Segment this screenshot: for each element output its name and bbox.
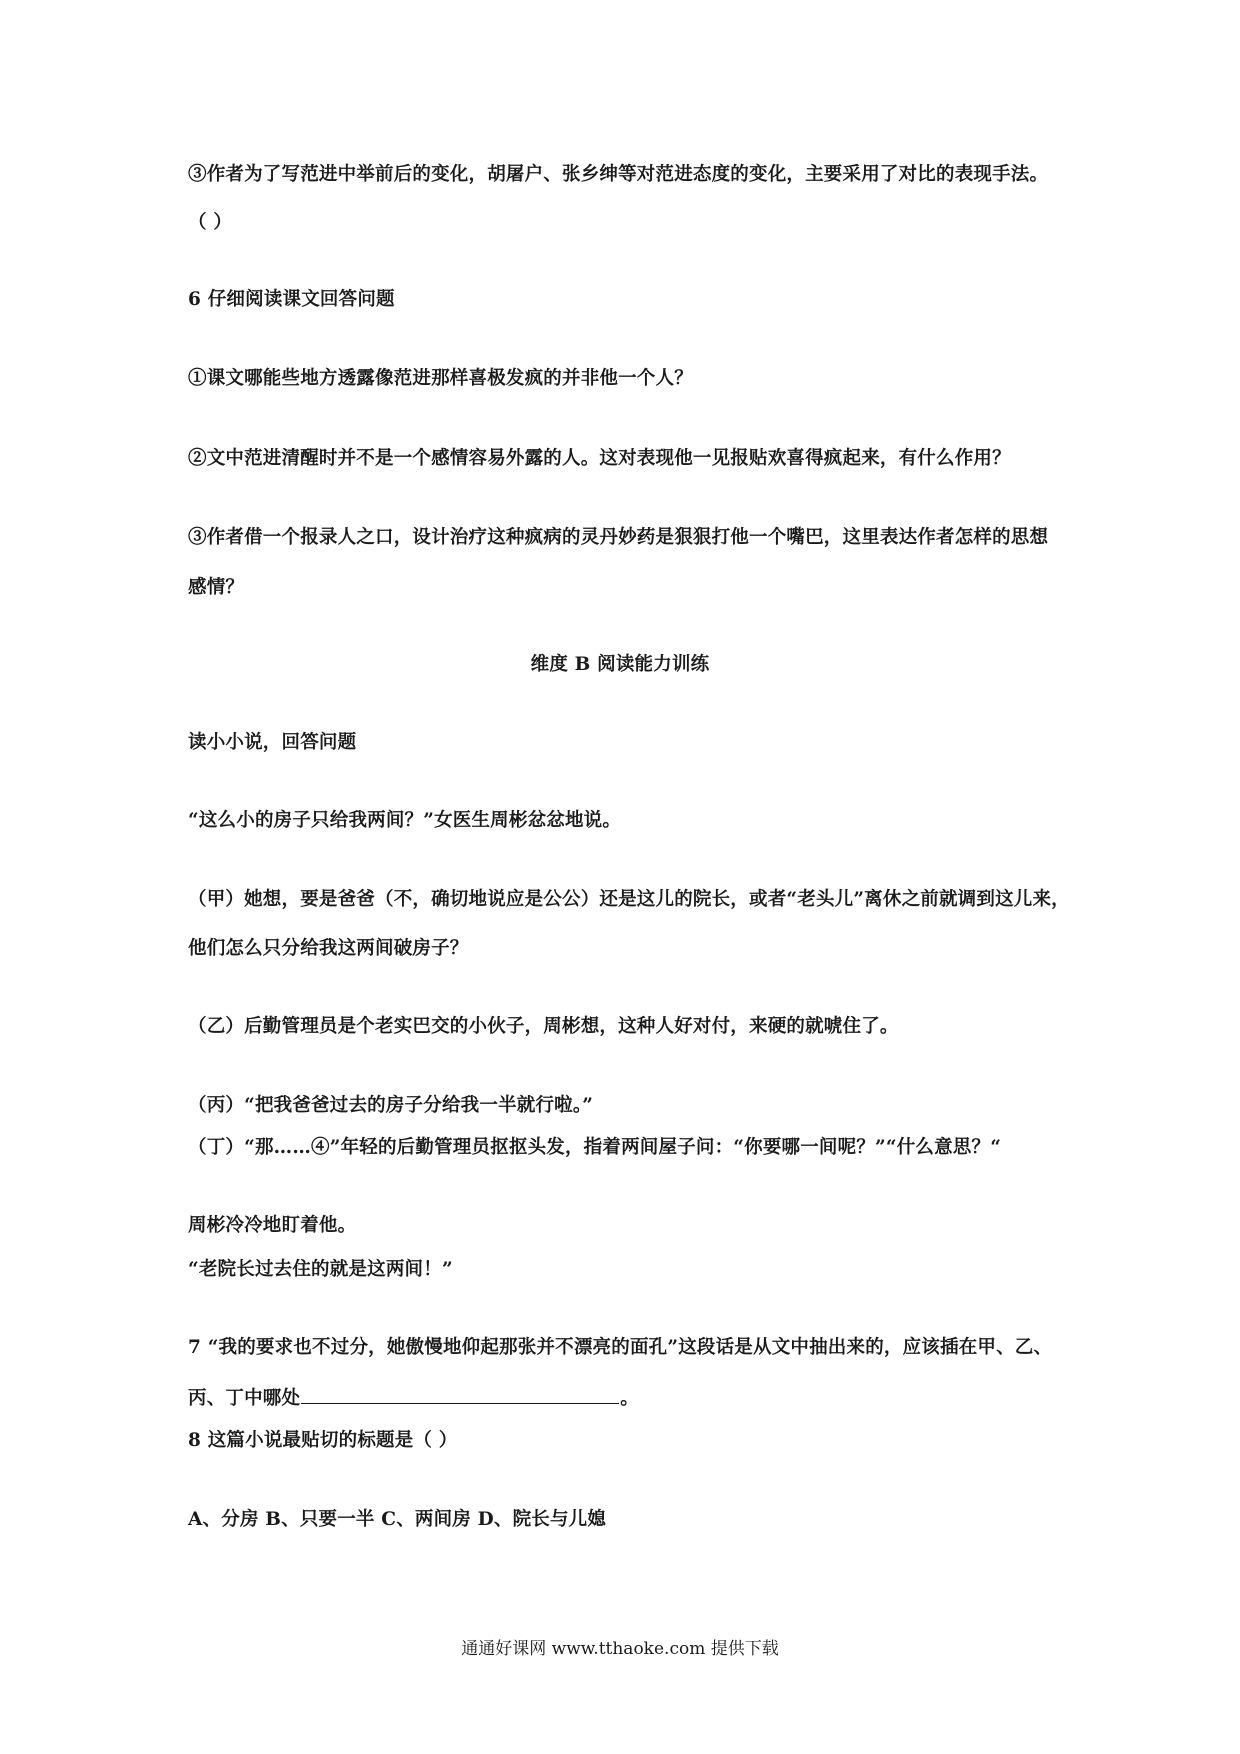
- q6-item3-line2: 感情？: [188, 577, 245, 598]
- story-paragraph-7: “老院长过去住的就是这两间！”: [188, 1259, 453, 1280]
- story-paragraph-2-line2: 他们怎么只分给我这两间破房子？: [188, 938, 469, 959]
- story-paragraph-6: 周彬冷冷地盯着他。: [188, 1215, 357, 1236]
- section-title: 维度 B 阅读能力训练: [530, 654, 710, 675]
- story-intro: 读小小说，回答问题: [188, 732, 357, 753]
- q7-line2-suffix: 。: [620, 1388, 639, 1409]
- q7-line2: [188, 1385, 639, 1411]
- footer-text: 通通好课网 www.tthaoke.com 提供下载: [461, 1639, 779, 1659]
- q6-item2: ②文中范进清醒时并不是一个感情容易外露的人。这对表现他一见报贴欢喜得疯起来，有什么作用？: [188, 448, 1011, 469]
- q7-line2-prefix: 丙、丁中哪处: [188, 1388, 301, 1409]
- q6-item1: ①课文哪能些地方透露像范进那样喜极发疯的并非他一个人？: [188, 368, 693, 389]
- story-paragraph-4: （丙）“把我爸爸过去的房子分给我一半就行啦。”: [188, 1095, 594, 1116]
- story-paragraph-3: （乙）后勤管理员是个老实巴交的小伙子，周彬想，这种人好对付，来硬的就唬住了。: [188, 1016, 899, 1037]
- q8-line1: 8 这篇小说最贴切的标题是（ ）: [188, 1430, 458, 1451]
- answer-blank[interactable]: [301, 1385, 619, 1404]
- story-paragraph-2-line1: （甲）她想，要是爸爸（不，确切地说应是公公）还是这儿的院长，或者“老头儿”离休之前就调到这儿来，: [188, 889, 1070, 910]
- q5-item3: ③作者为了写范进中举前后的变化，胡屠户、张乡绅等对范进态度的变化，主要采用了对比的表现手法。: [188, 164, 1049, 185]
- q8-options: A、分房 B、只要一半 C、两间房 D、院长与儿媳: [188, 1509, 607, 1530]
- story-paragraph-1: “这么小的房子只给我两间？”女医生周彬忿忿地说。: [188, 810, 622, 831]
- q6-item3-line1: ③作者借一个报录人之口，设计治疗这种疯病的灵丹妙药是狠狠打他一个嘴巴，这里表达作者怎样的思想: [188, 527, 1049, 548]
- q6-heading: 6 仔细阅读课文回答问题: [188, 289, 395, 310]
- q5-item3-paren: （ ）: [188, 212, 233, 233]
- story-paragraph-5: （丁）“那……④”年轻的后勤管理员抠抠头发，指着两间屋子问：“你要哪一间呢？”“什么意思？“: [188, 1137, 1002, 1158]
- q7-line1: 7 “我的要求也不过分，她傲慢地仰起那张并不漂亮的面孔”这段话是从文中抽出来的，应该插在甲、乙、: [188, 1337, 1053, 1358]
